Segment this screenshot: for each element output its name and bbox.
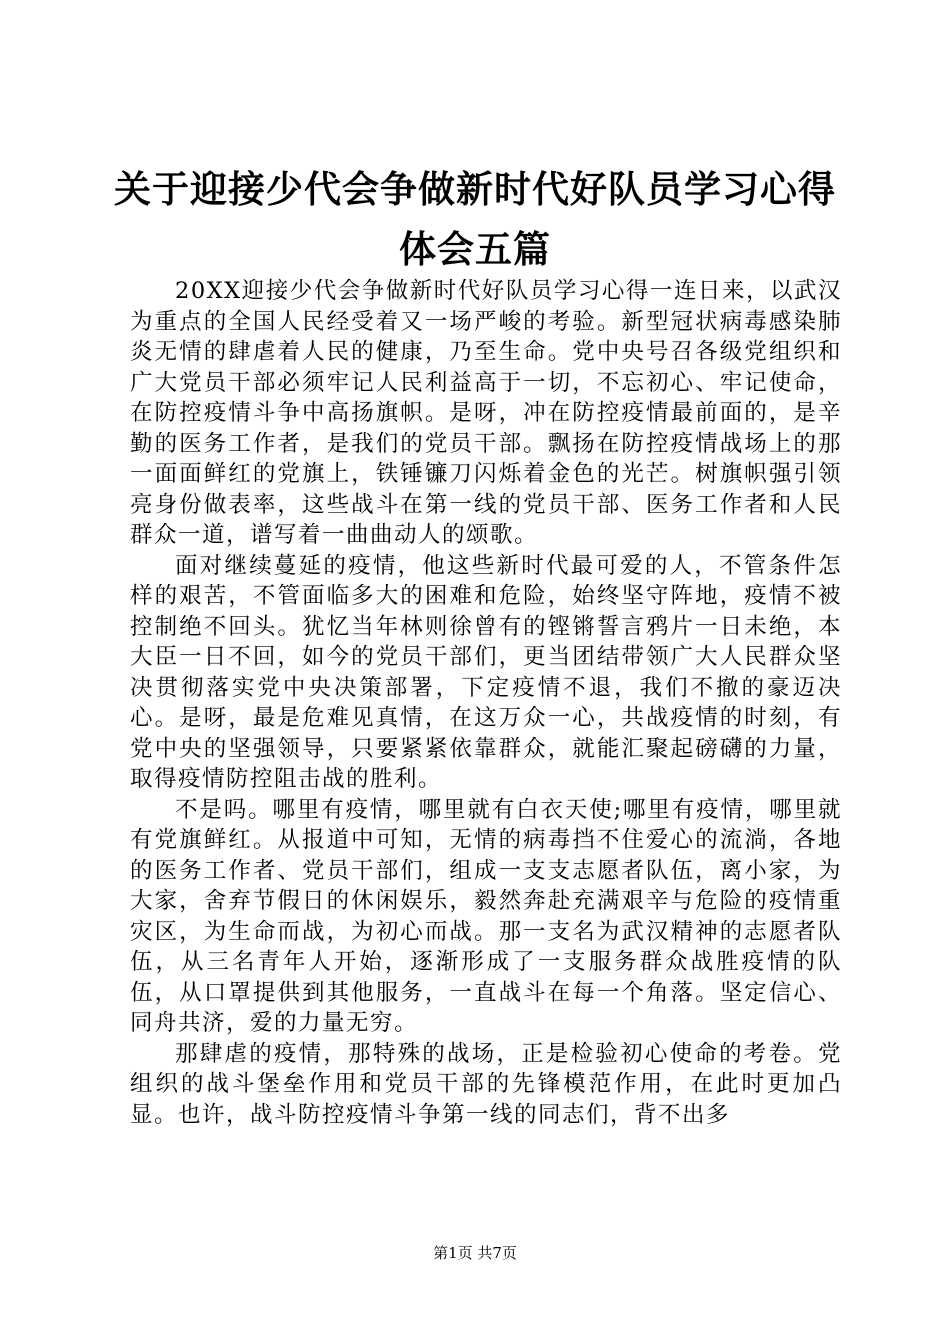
paragraph-4: 那肆虐的疫情，那特殊的战场，正是检验初心使命的考卷。党组织的战斗堡垒作用和党员干部的先锋模范作用，在此时更加凸显。也许，战斗防控疫情斗争第一线的同志们，背不出多: [130, 1040, 842, 1128]
paragraph-1: 20XX迎接少代会争做新时代好队员学习心得一连日来，以武汉为重点的全国人民经受着又一场严峻的考验。新型冠状病毒感染肺炎无情的肆虐着人民的健康，乃至生命。党中央号召各级党组织和广大党员干部必须牢记人民利益高于一切，不忘初心、牢记使命，在防控疫情斗争中高扬旗帜。是呀，冲在防控疫情最前面的，是辛勤的医务工作者，是我们的党员干部。飘扬在防控疫情战场上的那一面面鲜红的党旗上，铁锤镰刀闪烁着金色的光芒。树旗帜强引领亮身份做表率，这些战斗在第一线的党员干部、医务工作者和人民群众一道，谱写着一曲曲动人的颂歌。: [130, 278, 842, 548]
paragraph-2: 面对继续蔓延的疫情，他这些新时代最可爱的人，不管条件怎样的艰苦，不管面临多大的困难和危险，始终坚守阵地，疫情不被控制绝不回头。犹忆当年林则徐曾有的铿锵誓言鸦片一日未绝，本大臣一日不回，如今的党员干部们，更当团结带领广大人民群众坚决贯彻落实党中央决策部署，下定疫情不退，我们不撤的豪迈决心。是呀，最是危难见真情，在这万众一心，共战疫情的时刻，有党中央的坚强领导，只要紧紧依靠群众，就能汇聚起磅礴的力量，取得疫情防控阻击战的胜利。: [130, 552, 842, 792]
page-footer: [0, 1243, 950, 1263]
document-title: 关于迎接少代会争做新时代好队员学习心得体会五篇: [114, 168, 836, 271]
page-indicator: 第1页 共7页: [433, 1244, 517, 1262]
paragraph-3: 不是吗。哪里有疫情，哪里就有白衣天使;哪里有疫情，哪里就有党旗鲜红。从报道中可知，无情的病毒挡不住爱心的流淌，各地的医务工作者、党员干部们，组成一支支志愿者队伍，离小家，为大家，舍弃节假日的休闲娱乐，毅然奔赴充满艰辛与危险的疫情重灾区，为生命而战，为初心而战。那一支名为武汉精神的志愿者队伍，从三名青年人开始，逐渐形成了一支服务群众战胜疫情的队伍，从口罩提供到其他服务，一直战斗在每一个角落。坚定信心、同舟共济，爱的力量无穷。: [130, 796, 842, 1036]
document-body: [130, 276, 842, 1130]
